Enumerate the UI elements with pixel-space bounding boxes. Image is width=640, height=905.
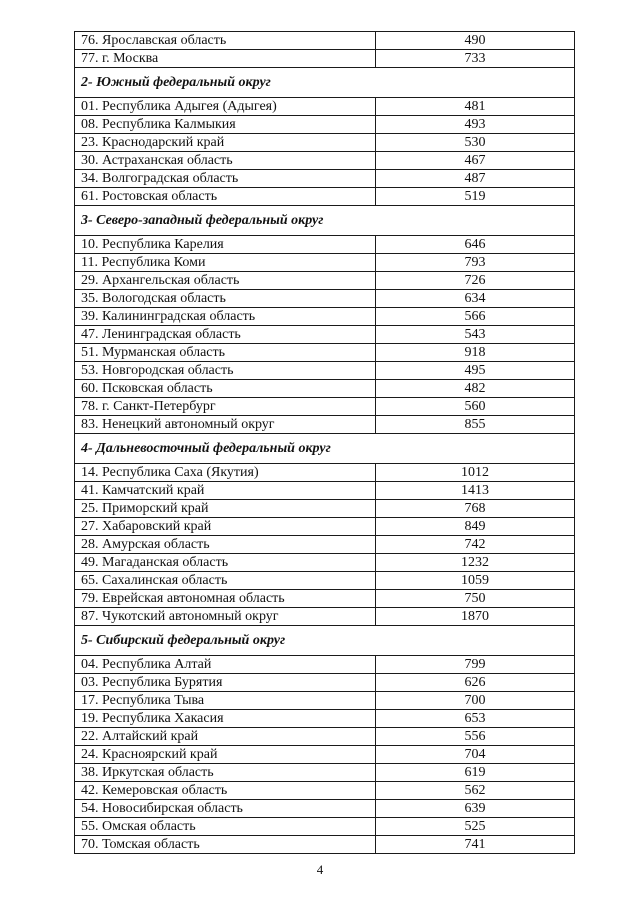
region-name-cell: 23. Краснодарский край <box>75 134 376 152</box>
region-value-cell: 562 <box>376 782 575 800</box>
section-title: 2- Южный федеральный округ <box>75 68 575 98</box>
table-row <box>75 500 575 518</box>
region-value-cell: 639 <box>376 800 575 818</box>
table-row <box>75 536 575 554</box>
region-value-cell: 566 <box>376 308 575 326</box>
region-value-cell: 1059 <box>376 572 575 590</box>
region-name-cell: 25. Приморский край <box>75 500 376 518</box>
region-value-cell: 793 <box>376 254 575 272</box>
region-name-cell: 08. Республика Калмыкия <box>75 116 376 134</box>
region-name-cell: 01. Республика Адыгея (Адыгея) <box>75 98 376 116</box>
section-header-row <box>75 206 575 236</box>
region-value-cell: 1870 <box>376 608 575 626</box>
region-name-cell: 39. Калининградская область <box>75 308 376 326</box>
table-row <box>75 554 575 572</box>
region-name-cell: 77. г. Москва <box>75 50 376 68</box>
table-row <box>75 782 575 800</box>
table-row <box>75 464 575 482</box>
table-body <box>75 32 575 854</box>
table-row <box>75 800 575 818</box>
region-name-cell: 41. Камчатский край <box>75 482 376 500</box>
region-name-cell: 78. г. Санкт-Петербург <box>75 398 376 416</box>
region-name-cell: 35. Вологодская область <box>75 290 376 308</box>
region-name-cell: 03. Республика Бурятия <box>75 674 376 692</box>
table-row <box>75 746 575 764</box>
region-value-cell: 619 <box>376 764 575 782</box>
region-name-cell: 04. Республика Алтай <box>75 656 376 674</box>
table-row <box>75 134 575 152</box>
region-name-cell: 24. Красноярский край <box>75 746 376 764</box>
region-value-cell: 1232 <box>376 554 575 572</box>
table-row <box>75 236 575 254</box>
region-name-cell: 61. Ростовская область <box>75 188 376 206</box>
region-name-cell: 53. Новгородская область <box>75 362 376 380</box>
table-row <box>75 290 575 308</box>
table-row <box>75 518 575 536</box>
table-row <box>75 362 575 380</box>
region-value-cell: 750 <box>376 590 575 608</box>
table-row <box>75 344 575 362</box>
table-row <box>75 836 575 854</box>
region-name-cell: 19. Республика Хакасия <box>75 710 376 728</box>
region-value-cell: 530 <box>376 134 575 152</box>
region-name-cell: 55. Омская область <box>75 818 376 836</box>
region-name-cell: 38. Иркутская область <box>75 764 376 782</box>
table-row <box>75 272 575 290</box>
region-value-cell: 481 <box>376 98 575 116</box>
table-row <box>75 764 575 782</box>
region-name-cell: 65. Сахалинская область <box>75 572 376 590</box>
region-value-cell: 799 <box>376 656 575 674</box>
region-name-cell: 29. Архангельская область <box>75 272 376 290</box>
region-value-cell: 653 <box>376 710 575 728</box>
page-number: 4 <box>316 862 324 877</box>
region-name-cell: 34. Волгоградская область <box>75 170 376 188</box>
region-name-cell: 17. Республика Тыва <box>75 692 376 710</box>
region-value-cell: 493 <box>376 116 575 134</box>
region-value-cell: 519 <box>376 188 575 206</box>
table-row <box>75 416 575 434</box>
region-value-cell: 704 <box>376 746 575 764</box>
region-value-cell: 487 <box>376 170 575 188</box>
table-row <box>75 50 575 68</box>
region-name-cell: 14. Республика Саха (Якутия) <box>75 464 376 482</box>
region-value-cell: 726 <box>376 272 575 290</box>
table-row <box>75 608 575 626</box>
section-title: 4- Дальневосточный федеральный округ <box>75 434 575 464</box>
region-name-cell: 10. Республика Карелия <box>75 236 376 254</box>
table-row <box>75 398 575 416</box>
table-row <box>75 818 575 836</box>
region-value-cell: 646 <box>376 236 575 254</box>
region-value-cell: 560 <box>376 398 575 416</box>
table-row <box>75 380 575 398</box>
region-name-cell: 28. Амурская область <box>75 536 376 554</box>
table-row <box>75 32 575 50</box>
region-name-cell: 79. Еврейская автономная область <box>75 590 376 608</box>
table-row <box>75 590 575 608</box>
region-value-cell: 467 <box>376 152 575 170</box>
table-row <box>75 326 575 344</box>
region-value-cell: 495 <box>376 362 575 380</box>
table-row <box>75 152 575 170</box>
region-name-cell: 76. Ярославская область <box>75 32 376 50</box>
region-value-cell: 733 <box>376 50 575 68</box>
region-value-cell: 490 <box>376 32 575 50</box>
section-header-row <box>75 626 575 656</box>
region-value-cell: 918 <box>376 344 575 362</box>
region-name-cell: 49. Магаданская область <box>75 554 376 572</box>
region-name-cell: 27. Хабаровский край <box>75 518 376 536</box>
region-name-cell: 83. Ненецкий автономный округ <box>75 416 376 434</box>
table-row <box>75 98 575 116</box>
region-value-cell: 855 <box>376 416 575 434</box>
table-row <box>75 170 575 188</box>
region-name-cell: 11. Республика Коми <box>75 254 376 272</box>
table-row <box>75 728 575 746</box>
region-name-cell: 54. Новосибирская область <box>75 800 376 818</box>
region-name-cell: 22. Алтайский край <box>75 728 376 746</box>
table-row <box>75 482 575 500</box>
region-name-cell: 60. Псковская область <box>75 380 376 398</box>
region-value-cell: 1012 <box>376 464 575 482</box>
section-title: 3- Северо-западный федеральный округ <box>75 206 575 236</box>
region-value-cell: 768 <box>376 500 575 518</box>
region-value-cell: 556 <box>376 728 575 746</box>
region-value-table <box>74 31 575 854</box>
table-row <box>75 188 575 206</box>
region-value-cell: 543 <box>376 326 575 344</box>
table-row <box>75 116 575 134</box>
region-name-cell: 42. Кемеровская область <box>75 782 376 800</box>
region-value-cell: 525 <box>376 818 575 836</box>
region-value-cell: 626 <box>376 674 575 692</box>
section-header-row <box>75 434 575 464</box>
table-row <box>75 674 575 692</box>
table-row <box>75 656 575 674</box>
section-header-row <box>75 68 575 98</box>
region-value-cell: 742 <box>376 536 575 554</box>
table-row <box>75 572 575 590</box>
section-title: 5- Сибирский федеральный округ <box>75 626 575 656</box>
region-value-cell: 849 <box>376 518 575 536</box>
region-name-cell: 51. Мурманская область <box>75 344 376 362</box>
table-row <box>75 710 575 728</box>
region-value-cell: 700 <box>376 692 575 710</box>
table-row <box>75 254 575 272</box>
table-row <box>75 692 575 710</box>
region-value-cell: 1413 <box>376 482 575 500</box>
region-value-cell: 482 <box>376 380 575 398</box>
region-value-cell: 741 <box>376 836 575 854</box>
table-row <box>75 308 575 326</box>
region-name-cell: 70. Томская область <box>75 836 376 854</box>
region-name-cell: 87. Чукотский автономный округ <box>75 608 376 626</box>
region-name-cell: 30. Астраханская область <box>75 152 376 170</box>
region-value-cell: 634 <box>376 290 575 308</box>
region-name-cell: 47. Ленинградская область <box>75 326 376 344</box>
